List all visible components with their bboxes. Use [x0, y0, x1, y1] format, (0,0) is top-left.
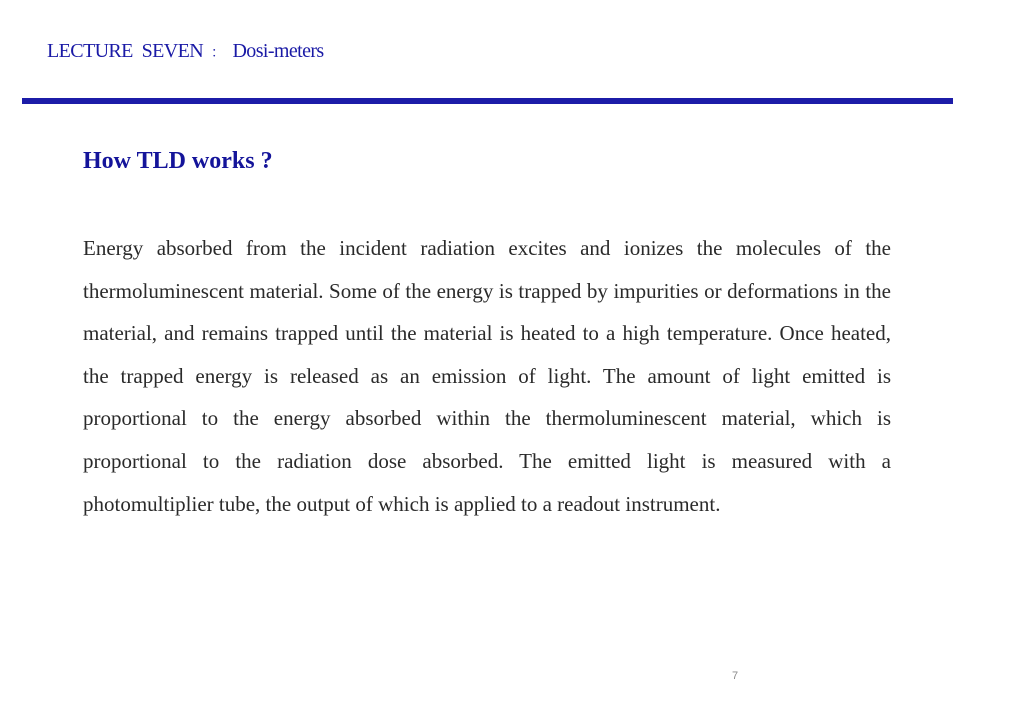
lecture-label: LECTURE SEVEN	[47, 40, 204, 62]
lecture-header	[47, 40, 324, 63]
body-paragraph: Energy absorbed from the incident radiation excites and ionizes the molecules of the thermoluminescent material. Some of the energy is trapped by impurities or deformations in the material, and remains trapped until the material is heated to a high temperature. Once heated, the trapped energy is released as an emission of light. The amount of light emitted is proportional to the energy absorbed within the thermoluminescent material, which is proportional to the radiation dose absorbed. The emitted light is measured with a photomultiplier tube, the output of which is applied to a readout instrument.	[83, 236, 891, 516]
header-separator: ：	[211, 46, 225, 61]
section-title: How TLD works ?	[83, 148, 273, 174]
page-number: 7	[732, 670, 739, 682]
lecture-topic: Dosi-meters	[232, 40, 324, 62]
header-divider	[22, 98, 953, 104]
